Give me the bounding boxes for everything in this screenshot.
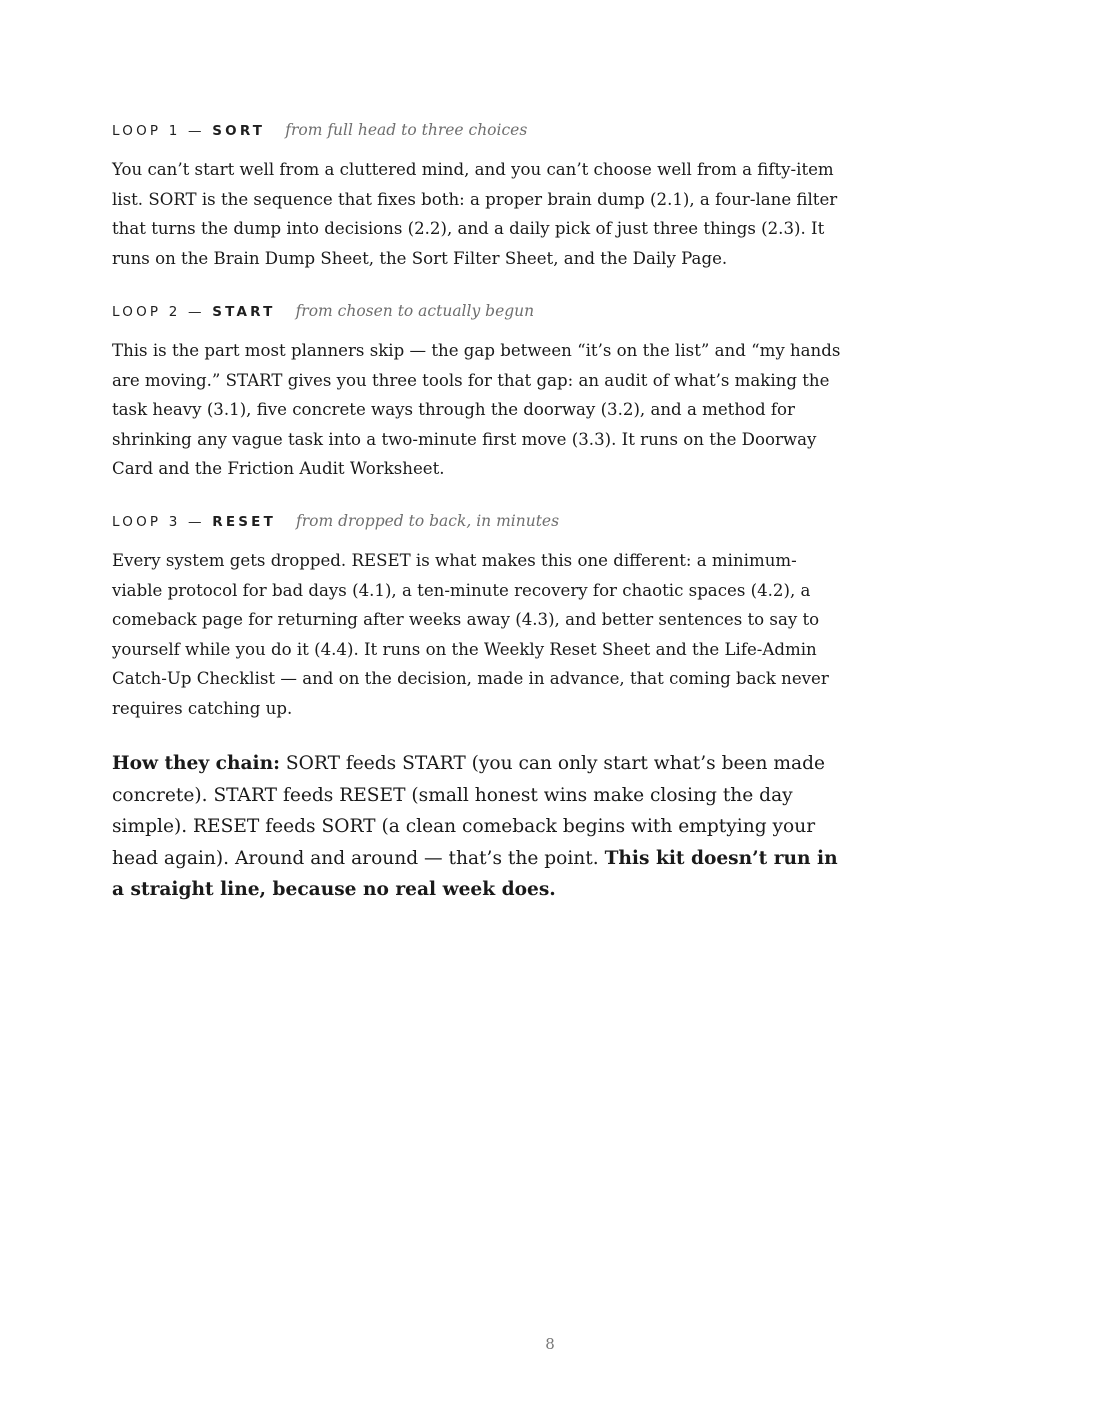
- loop-2-name: START: [212, 304, 276, 320]
- loop-3-label: [112, 514, 276, 530]
- loop-1-label: [112, 123, 265, 139]
- loop-3-tagline: from dropped to back, in minutes: [296, 512, 560, 530]
- page-number: 8: [545, 1335, 555, 1353]
- loop-2-heading: [112, 302, 842, 326]
- chain-summary-closing: This kit doesn’t run in a straight line, because no real week does.: [112, 847, 838, 901]
- loop-3-name: RESET: [212, 514, 276, 530]
- loop-3-number: LOOP 3 —: [112, 514, 205, 530]
- chain-summary-lead: How they chain:: [112, 753, 280, 774]
- loop-3-section: [112, 512, 842, 724]
- loop-2-section: [112, 302, 842, 484]
- loop-1-name: SORT: [212, 123, 266, 139]
- loop-2-tagline: from chosen to actually begun: [295, 302, 535, 320]
- loop-3-heading: [112, 512, 842, 536]
- loop-1-tagline: from full head to three choices: [285, 121, 528, 139]
- chain-summary: [112, 748, 842, 906]
- loop-3-body: Every system gets dropped. RESET is what makes this one different: a minimum-viable protocol for bad days (4.1), a ten-minute recovery for chaotic spaces (4.2), a comeback page for returning after weeks away (4.3), and better sentences to say to yourself while you do it (4.4). It runs on the Weekly Reset Sheet and the Life-Admin Catch-Up Checklist — and on the decision, made in advance, that coming back never requires catching up.: [112, 551, 829, 718]
- loop-2-label: [112, 304, 276, 320]
- loop-1-number: LOOP 1 —: [112, 123, 205, 139]
- loop-1-section: [112, 121, 842, 273]
- chain-summary-text: SORT feeds START (you can only start what’s been made concrete). START feeds RESET (small honest wins make closing the day simple). RESET feeds SORT (a clean comeback begins with emptying your head again). Around and around — that’s the point.: [112, 753, 826, 869]
- loop-2-body: This is the part most planners skip — the gap between “it’s on the list” and “my hands are moving.” START gives you three tools for that gap: an audit of what’s making the task heavy (3.1), five concrete ways through the doorway (3.2), and a method for shrinking any vague task into a two-minute first move (3.3). It runs on the Doorway Card and the Friction Audit Worksheet.: [112, 341, 841, 479]
- loop-2-number: LOOP 2 —: [112, 304, 205, 320]
- loop-1-body: You can’t start well from a cluttered mind, and you can’t choose well from a fifty-item list. SORT is the sequence that fixes both: a proper brain dump (2.1), a four-lane filter that turns the dump into decisions (2.2), and a daily pick of just three things (2.3). It runs on the Brain Dump Sheet, the Sort Filter Sheet, and the Daily Page.: [112, 160, 838, 268]
- loop-1-heading: [112, 121, 842, 145]
